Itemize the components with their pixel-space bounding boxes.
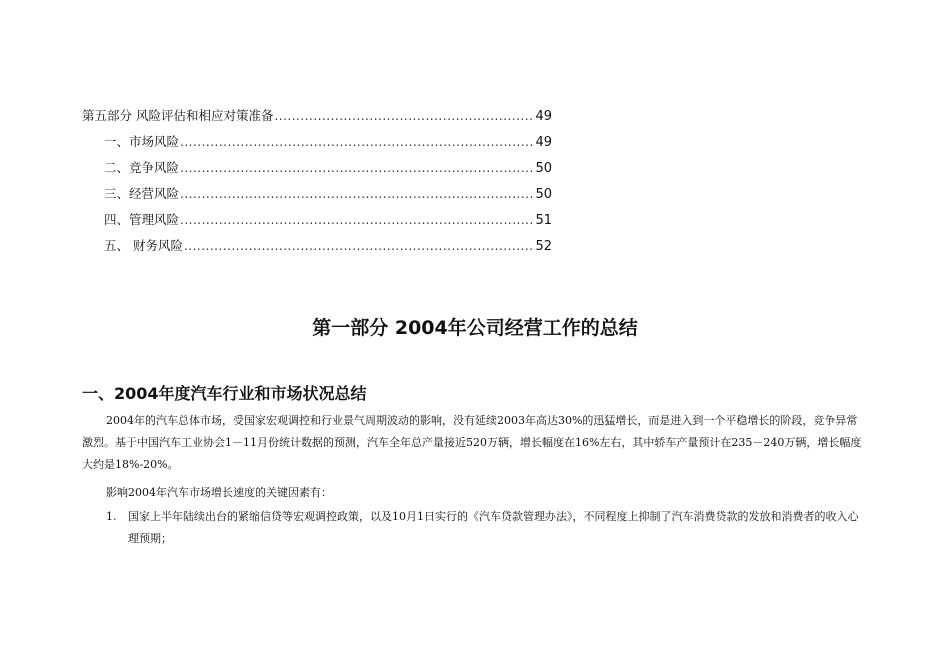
- toc-entry-title: 一、市场风险: [104, 134, 180, 149]
- toc-entry[interactable]: [82, 236, 552, 262]
- toc-entry[interactable]: [82, 106, 552, 132]
- toc-leader-dots: [180, 161, 534, 175]
- toc-entry-title: 二、竞争风险: [104, 160, 180, 175]
- body-paragraph: 2004年的汽车总体市场，受国家宏观调控和行业景气周期波动的影响，没有延续2003年高达30%的迅猛增长，而是进入到一个平稳增长的阶段，竞争异常激烈。基于中国汽车工业协会1－11月份统计数据的预测，汽车全年总产量接近520万辆，增长幅度在16%左右，其中轿车产量预计在235－240万辆，增长幅度大约是18%-20%。: [82, 414, 862, 471]
- toc-entry-page: 50: [535, 161, 552, 176]
- list-item-text: 国家上半年陆续出台的紧缩信贷等宏观调控政策，以及10月1日实行的《汽车贷款管理办法》，不同程度上抑制了汽车消费贷款的发放和消费者的收入心理预期；: [128, 510, 859, 545]
- toc-entry-title: 三、经营风险: [104, 186, 180, 201]
- toc-entry-title: 四、管理风险: [104, 212, 180, 227]
- toc-leader-dots: [180, 187, 534, 201]
- toc-entry-title: 五、 财务风险: [104, 238, 183, 253]
- list-item: [106, 506, 868, 550]
- section-heading: 一、2004年度汽车行业和市场状况总结: [82, 384, 367, 403]
- toc-entry-page: 51: [535, 213, 552, 228]
- part-heading: 第一部分 2004年公司经营工作的总结: [312, 317, 638, 339]
- toc-entry[interactable]: [82, 184, 552, 210]
- toc-leader-dots: [274, 109, 534, 123]
- toc-leader-dots: [180, 135, 534, 149]
- toc-leader-dots: [180, 213, 534, 227]
- toc-entry[interactable]: [82, 132, 552, 158]
- numbered-list: [82, 506, 868, 550]
- toc-leader-dots: [184, 239, 534, 253]
- toc-entry-page: 49: [535, 135, 552, 150]
- toc-entry[interactable]: [82, 210, 552, 236]
- table-of-contents: [82, 106, 552, 262]
- toc-entry-page: 49: [535, 109, 552, 124]
- toc-entry-page: 50: [535, 187, 552, 202]
- toc-entry[interactable]: [82, 158, 552, 184]
- body-paragraph: 影响2004年汽车市场增长速度的关键因素有：: [106, 486, 332, 499]
- toc-entry-title: 第五部分 风险评估和相应对策准备: [82, 108, 274, 123]
- list-item-number: 1.: [106, 510, 117, 523]
- toc-entry-page: 52: [535, 239, 552, 254]
